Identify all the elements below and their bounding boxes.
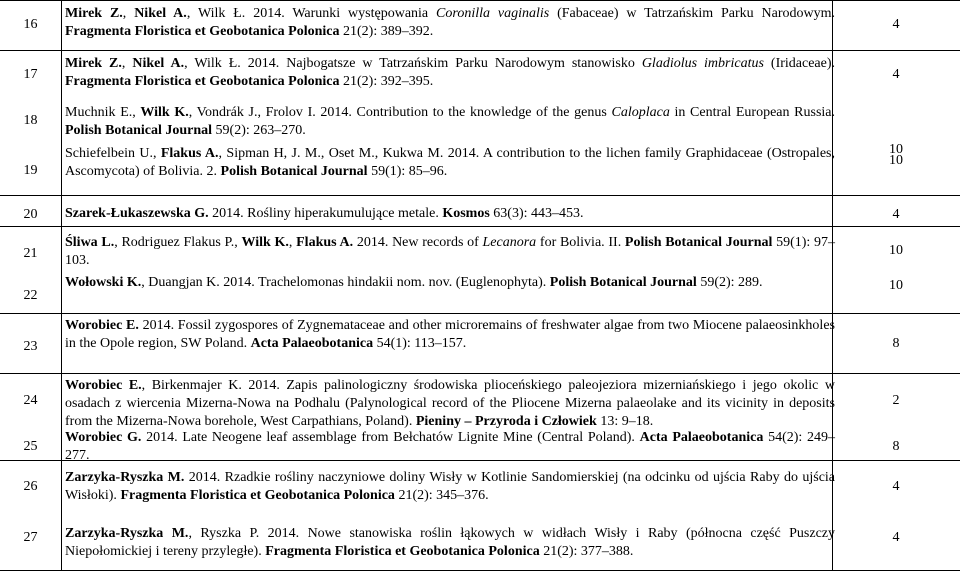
row-number: 26: [23, 479, 38, 494]
citation-text: 21(2): 392–395.: [339, 74, 434, 89]
citation-bold-text: Polish Botanical Journal: [220, 164, 368, 179]
citation-entry: [65, 525, 835, 561]
citation-bold-text: Flakus A.: [296, 235, 354, 250]
points-value: 4: [892, 479, 900, 494]
citation-bold-text: Wilk K.: [140, 105, 189, 120]
citation-text: 63(3): 443–453.: [489, 206, 584, 221]
row-number: 20: [23, 207, 38, 222]
citation-text: Muchnik E.,: [65, 105, 141, 120]
points-value: 8: [892, 336, 900, 351]
row-number: 25: [23, 439, 38, 454]
points-value: 4: [892, 207, 900, 222]
row-border: [0, 50, 960, 51]
citation-bold-text: Acta Palaeobotanica: [639, 430, 764, 445]
citation-text: 2014. Rzadkie rośliny naczyniowe doliny Wisły w Kotlinie Sandomierskiej (na odcinku od ujścia Raby do ujścia Wisłoki).: [65, 470, 836, 503]
citation-entry: [65, 234, 835, 270]
citation-text: ,: [121, 56, 133, 71]
row-border: [0, 195, 960, 196]
citation-entry: [65, 429, 835, 465]
citation-bold-text: Nikel A.: [132, 56, 185, 71]
citation-italic-text: Coronilla vaginalis: [436, 6, 550, 21]
citation-text: , Ryszka P. 2014. Nowe stanowiska roślin łąkowych w widłach Wisły i Raby (północna część Puszczy Niepołomickiej i tereny przyległe).: [65, 526, 835, 559]
citation-bold-text: Flakus A.: [160, 146, 219, 161]
citation-bold-text: Polish Botanical Journal: [65, 123, 213, 138]
citation-text: 2014. New records of: [353, 235, 483, 250]
citation-bold-text: Fragmenta Floristica et Geobotanica Polonica: [65, 24, 340, 39]
points-value: 10: [889, 278, 903, 293]
citation-entry: [65, 469, 835, 505]
citation-text: , Birkenmajer K. 2014. Zapis palinologiczny środowiska plioceńskiego paleojeziora mizerniańskiego i jego okolic w osadach z wiercenia Mizerna-Nowa na Podhalu (Palynological record of the Pliocene Mizerna palaeolake and its vicinity in deposits from the Mizerna-Nowa borehole, West Carpathians, Poland).: [65, 378, 835, 429]
citation-text: in Central European Russia.: [669, 105, 835, 120]
row-number: 27: [23, 530, 38, 545]
citation-italic-text: Gladiolus imbricatus: [641, 56, 764, 71]
citation-bold-text: Mirek Z.: [65, 56, 122, 71]
citation-bold-text: Szarek-Łukaszewska G.: [65, 206, 209, 221]
citation-entry: [65, 55, 835, 91]
citation-bold-text: Zarzyka-Ryszka M.: [65, 470, 185, 485]
column-border-left: [61, 0, 62, 571]
citation-bold-text: Worobiec E.: [65, 318, 139, 333]
citation-bold-text: Polish Botanical Journal: [549, 275, 697, 290]
citation-bold-text: Acta Palaeobotanica: [250, 336, 374, 351]
citation-bold-text: Kosmos: [442, 206, 490, 221]
citation-text: 54(2): 249–277.: [65, 430, 836, 463]
citation-text: 21(2): 389–392.: [339, 24, 434, 39]
citation-text: 54(1): 113–157.: [373, 336, 467, 351]
citation-bold-text: Mirek Z.: [65, 6, 123, 21]
citation-text: , Wilk Ł. 2014. Najbogatsze w Tatrzańskim Parku Narodowym stanowisko: [184, 56, 642, 71]
points-value: 4: [892, 530, 900, 545]
citation-text: , Sipman H, J. M., Oset M., Kukwa M. 2014. A contribution to the lichen family Graphidaceae (Ostropales, Ascomycota) of Bolivia. 2.: [65, 146, 835, 179]
points-value: 10: [889, 243, 903, 258]
citation-text: 21(2): 377–388.: [539, 544, 634, 559]
citation-text: 59(2): 263–270.: [212, 123, 306, 138]
citation-text: ,: [122, 6, 135, 21]
row-number: 18: [23, 113, 38, 128]
citation-bold-text: Worobiec G.: [65, 430, 142, 445]
citation-bold-text: Nikel A.: [134, 6, 187, 21]
points-value: 2: [892, 393, 900, 408]
citation-text: 2014. Fossil zygospores of Zygnemataceae and other microremains of freshwater algae from two Miocene palaeosinkholes in the Opole region, SW Poland.: [65, 318, 835, 351]
row-border: [0, 373, 960, 374]
citation-bold-text: Wołowski K.: [65, 275, 142, 290]
row-number: 19: [23, 163, 38, 178]
citation-entry: [65, 205, 835, 223]
citation-text: , Rodriguez Flakus P.,: [114, 235, 242, 250]
points-value: 4: [892, 17, 900, 32]
points-value: 8: [892, 439, 900, 454]
citation-text: for Bolivia. II.: [536, 235, 625, 250]
citation-bold-text: Fragmenta Floristica et Geobotanica Polonica: [65, 74, 340, 89]
row-number: 16: [23, 17, 38, 32]
citation-entry: [65, 145, 835, 181]
citation-bold-text: Zarzyka-Ryszka M.: [65, 526, 189, 541]
citation-text: Schiefelbein U.,: [65, 146, 161, 161]
row-border: [0, 0, 960, 1]
row-border: [0, 226, 960, 227]
citation-bold-text: Fragmenta Floristica et Geobotanica Polonica: [265, 544, 540, 559]
citation-entry: [65, 317, 835, 353]
citation-text: 59(1): 85–96.: [367, 164, 448, 179]
citation-bold-text: Śliwa L.: [65, 235, 115, 250]
citation-entry: [65, 5, 835, 41]
citation-text: 2014. Late Neogene leaf assemblage from Bełchatów Lignite Mine (Central Poland).: [141, 430, 640, 445]
points-value: 4: [892, 67, 900, 82]
citation-text: 2014. Rośliny hiperakumulujące metale.: [208, 206, 443, 221]
citation-bold-text: Polish Botanical Journal: [624, 235, 773, 250]
citation-text: , Duangjan K. 2014. Trachelomonas hindakii nom. nov. (Euglenophyta).: [141, 275, 550, 290]
citation-bold-text: Worobiec E.: [65, 378, 142, 393]
citation-text: , Wilk Ł. 2014. Warunki występowania: [186, 6, 437, 21]
citation-text: 13: 9–18.: [596, 414, 654, 429]
row-number: 21: [23, 246, 38, 261]
points-value: 10: [889, 142, 903, 157]
citation-italic-text: Lecanora: [482, 235, 537, 250]
citation-entry: [65, 377, 835, 431]
citation-entry: [65, 104, 835, 140]
citation-entry: [65, 274, 835, 292]
citation-text: (Fabaceae) w Tatrzańskim Parku Narodowym.: [549, 6, 836, 21]
points-value: 10: [889, 153, 903, 168]
row-number: 23: [23, 339, 38, 354]
citation-text: 59(1): 97–103.: [65, 235, 836, 268]
citation-text: 59(2): 289.: [696, 275, 763, 290]
row-number: 24: [23, 393, 38, 408]
citation-text: ,: [288, 235, 297, 250]
citation-text: (Iridaceae).: [763, 56, 836, 71]
citation-italic-text: Caloplaca: [611, 105, 670, 120]
row-number: 17: [23, 67, 38, 82]
row-number: 22: [23, 288, 38, 303]
citation-bold-text: Wilk K.: [241, 235, 289, 250]
citation-bold-text: Fragmenta Floristica et Geobotanica Polonica: [120, 488, 395, 503]
citation-bold-text: Pieniny – Przyroda i Człowiek: [415, 414, 597, 429]
citation-text: 21(2): 345–376.: [394, 488, 489, 503]
row-border: [0, 313, 960, 314]
citation-text: , Vondrák J., Frolov I. 2014. Contribution to the knowledge of the genus: [188, 105, 612, 120]
